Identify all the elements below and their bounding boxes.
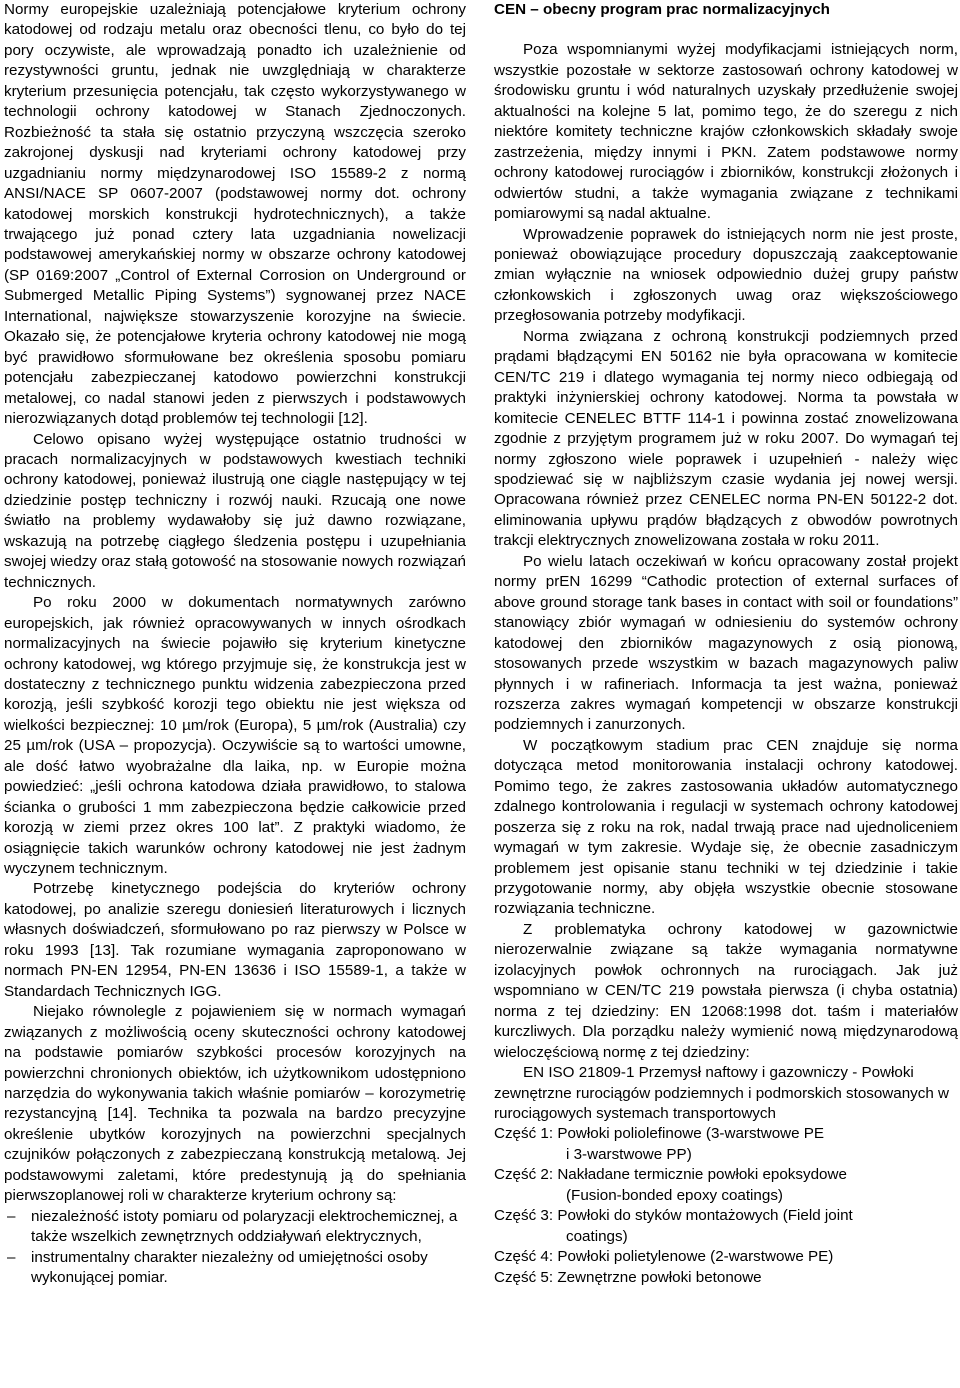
paragraph: Potrzebę kinetycznego podejścia do kryteriów ochrony katodowej, po analizie szeregu doniesień literaturowych i licznych własnych doświadczeń, sformułowano po raz pierwszy w Polsce w roku 1993 [13]. Tak rozumiane wymagania zaproponowano w normach PN-EN 12954, PN-EN 13636 i ISO 15589-1, a także w Standardach Technicznych IGG. (4, 880, 466, 1000)
part-text: Nakładane termicznie powłoki epoksydowe (557, 1166, 847, 1184)
standard-title: EN ISO 21809-1 Przemysł naftowy i gazowniczy - Powłoki zewnętrzne rurociągów podziemnych i podmorskich stosowanych w rurociągowych systemach transportowych (494, 1064, 949, 1123)
standard-part (494, 1206, 958, 1247)
right-column (494, 0, 958, 1288)
part-text-continued: i 3-warstwowe PP) (566, 1145, 692, 1163)
standard-part (494, 1124, 958, 1165)
paragraph: Wprowadzenie poprawek do istniejących norm nie jest proste, ponieważ obowiązujące procedury dopuszczają zaakceptowanie zmian wyłącznie na wniosek odpowiednio dużej grupy państw członkowskich i zgłoszonych uwag oraz większościowego przegłosowania potrzeby modyfikacji. (494, 225, 958, 325)
list-item: – instrumentalny charakter niezależny od umiejętności osoby wykonującej pomiar. (4, 1248, 466, 1289)
part-label: Część 4: (494, 1248, 554, 1266)
part-text: Zewnętrzne powłoki betonowe (557, 1268, 762, 1286)
part-text-continued: coatings) (566, 1227, 628, 1245)
part-text-continued: (Fusion-bonded epoxy coatings) (566, 1186, 783, 1204)
advantages-list (4, 1207, 466, 1289)
paragraph: Z problematyka ochrony katodowej w gazownictwie nierozerwalnie związane są także wymagania normatywne izolacyjnych powłok ochronnych na rurociągach. Jak już wspomniano w CEN/TC 219 powstała pierwsza (i chyba ostatnia) norma z tej dziedziny: EN 12068:1998 dot. taśm i materiałów kurczliwych. Dla porządku należy wymienić nową międzynarodową wieloczęściową normę z tej dziedziny: (494, 920, 958, 1061)
paragraph: Po wielu latach oczekiwań w końcu opracowany został projekt normy prEN 16299 “Cathodic protection of external surfaces of above ground storage tank bases in contact with soil or foundations” stanowiący zbiór wymagań w odniesieniu do systemów ochrony katodowej den zbiorników magazynowych z osią pionową, stosowanych przede wszystkim w bazach magazynowych paliw płynnych i w rafineriach. Informacja ta jest ważna, ponieważ rozszerza zakres wymagań kompetencji w obszarze konstrukcji podziemnych i zanurzonych. (494, 552, 958, 734)
paragraph: Celowo opisano wyżej występujące ostatnio trudności w pracach normalizacyjnych w podstawowych kwestiach techniki ochrony katodowej, ponieważ ilustrują one ciągle następujący w tej dziedzinie postęp techniczny i rozwój nauki. Rzucają one nowe światło na problemy wydawałoby się już dawno rozwiązane, wskazują na potrzebę ciągłego śledzenia postępu i uzupełniania swojej wiedzy oraz stałą gotowość na stosowanie nowych rozwiązań technicznych. (4, 430, 466, 591)
part-label: Część 1: (494, 1125, 554, 1143)
paragraph: Normy europejskie uzależniają potencjałowe kryterium ochrony katodowej od rodzaju metalu oraz obecności tlenu, co było do tej pory oczywiste, ale wprowadzają ponadto ich uzależnienie od rezystywności gruntu, jednak nie uwzględniają w charakterze kryterium przesunięcia potencjału, tak często wykorzystywanego w technologii ochrony katodowej w Stanach Zjednoczonych. Rozbieżność ta stała się ostatnio przyczyną wszczęcia szeroko zakrojonej dyskusji nad kryteriami ochrony katodowej przy uzgadnianiu normy międzynarodowej ISO 15589-2 z normą ANSI/NACE SP 0607-2007 (podstawowej normy dot. ochrony katodowej morskich konstrukcji hydrotechnicznych), a także trwającego już ponad cztery lata uzgadniania nowelizacji podstawowej amerykańskiej normy w obszarze ochrony katodowej (SP 0169:2007 „Control of External Corrosion on Underground or Submerged Metallic Piping Systems”) sygnowanej przez NACE International, największe stowarzyszenie korozyjne na świecie. Okazało się, że potencjałowe kryteria ochrony katodowej nie mogą być prawidłowo sformułowane bez określenia sposobu pomiaru potencjału zabezpieczanej katodowo powierzchni konstrukcji metalowej, co nadal stanowi jeden z pierwszych i podstawowych nierozwiązanych dotąd problemów tej technologii [12]. (4, 1, 466, 428)
paragraph: Poza wspomnianymi wyżej modyfikacjami istniejących norm, wszystkie pozostałe w sektorze zastosowań ochrony katodowej w środowisku gruntu i wód naturalnych uzyskały przedłużenie swojej aktualności na kolejne 5 lat, pomimo tego, że do szeregu z nich niektóre komitety techniczne krajów członkowskich składały swoje zastrzeżenia, między innymi i PKN. Zatem podstawowe normy ochrony katodowej rurociągów i zbiorników, konstrukcji złożonych i odwiertów studni, a także wymagania związane z technikami pomiarowymi są nadal aktualne. (494, 41, 958, 223)
part-label: Część 5: (494, 1268, 554, 1286)
standard-parts-list (494, 1124, 958, 1288)
part-label: Część 3: (494, 1207, 554, 1225)
part-text: Powłoki poliolefinowe (3-warstwowe PE (557, 1125, 825, 1143)
part-label: Część 2: (494, 1166, 554, 1184)
section-heading: CEN – obecny program prac normalizacyjnych (494, 1, 830, 18)
paragraph: Po roku 2000 w dokumentach normatywnych zarówno europejskich, jak również opracowywanych w innych ośrodkach normalizacyjnych na świecie pojawiło się kryterium kinetyczne ochrony katodowej, wg którego przyjmuje się, że konstrukcja jest w dostateczny z technicznego punktu widzenia zabezpieczona przed korozją, jeśli szybkość korozji tego obiektu nie jest większa od wielkości bezpiecznej: 10 µm/rok (Europa), 5 µm/rok (Australia) czy 25 µm/rok (USA – propozycja). Oczywiście są to wartości umowne, ale dość łatwo wyobrażalne dla laika, np. w Europie można powiedzieć: „jeśli ochrona katodowa działa prawidłowo, to stalowa ścianka o grubości 1 mm zabezpieczona będzie całkowicie przed korozją w ziemi przez okres 100 lat”. Z praktyki wiadomo, że osiągnięcie takich warunków ochrony katodowej nie jest żadnym wyczynem technicznym. (4, 594, 466, 878)
standard-part (494, 1247, 958, 1267)
part-text: Powłoki do styków montażowych (Field joint (557, 1207, 853, 1225)
list-item: – niezależność istoty pomiaru od polaryzacji elektrochemicznej, a także wszelkich zewnętrznych oddziaływań elektrycznych, (4, 1207, 466, 1248)
standard-part (494, 1268, 958, 1288)
left-column (4, 0, 466, 1289)
paragraph: Niejako równolegle z pojawieniem się w normach wymagań związanych z możliwością oceny skuteczności ochrony katodowej na podstawie pomiarów szybkości procesów korozyjnych na powierzchni chronionych obiektów, ich użytkownikom udostępniono narzędzia do wykonywania takich właśnie pomiarów – korozymetrię rezystancyjną [14]. Technika ta pozwala na bardzo precyzyjne określenie ubytków korozyjnych na powierzchni specjalnych czujników połączonych z zabezpieczaną konstrukcją metalową. Jej podstawowymi zaletami, które predestynują ją do spełniania pierwszoplanowej roli w charakterze kryterium ochrony są: (4, 1003, 466, 1205)
part-text: Powłoki polietylenowe (2-warstwowe PE) (557, 1248, 834, 1266)
standard-part (494, 1165, 958, 1206)
paragraph: Norma związana z ochroną konstrukcji podziemnych przed prądami błądzącymi EN 50162 nie była opracowana w komitecie CEN/TC 219 i dlatego wymagania tej normy nieco odbiegają od praktyki inżynierskiej ochrony katodowej. Norma ta powstała w komitecie CENELEC BTTF 114-1 i powinna zostać znowelizowana zgodnie z przyjętym programem już w roku 2007. Do wymagań tej normy zgłoszono wiele poprawek i uzupełnień - należy więc spodziewać się w najbliższym czasie wydania jej nowej wersji. Opracowana również przez CENELEC norma PN-EN 50122-2 dot. eliminowania upływu prądów błądzących z obwodów powrotnych trakcji elektrycznych znowelizowana została w roku 2011. (494, 327, 958, 550)
paragraph: W początkowym stadium prac CEN znajduje się norma dotycząca metod monitorowania instalacji ochrony katodowej. Pomimo tego, że zakres zastosowania układów automatycznego zdalnego kontrolowania i regulacji w systemach ochrony katodowej poszerza się z roku na rok, nadal trwają prace nad ujednoliceniem wymagań w tym zakresie. Wydaje się, że obecnie zasadniczym problemem jest opisanie stanu techniki w tej dziedzinie i takie przygotowanie normy, aby objęła wszystkie obecnie stosowane rozwiązania techniczne. (494, 736, 958, 918)
